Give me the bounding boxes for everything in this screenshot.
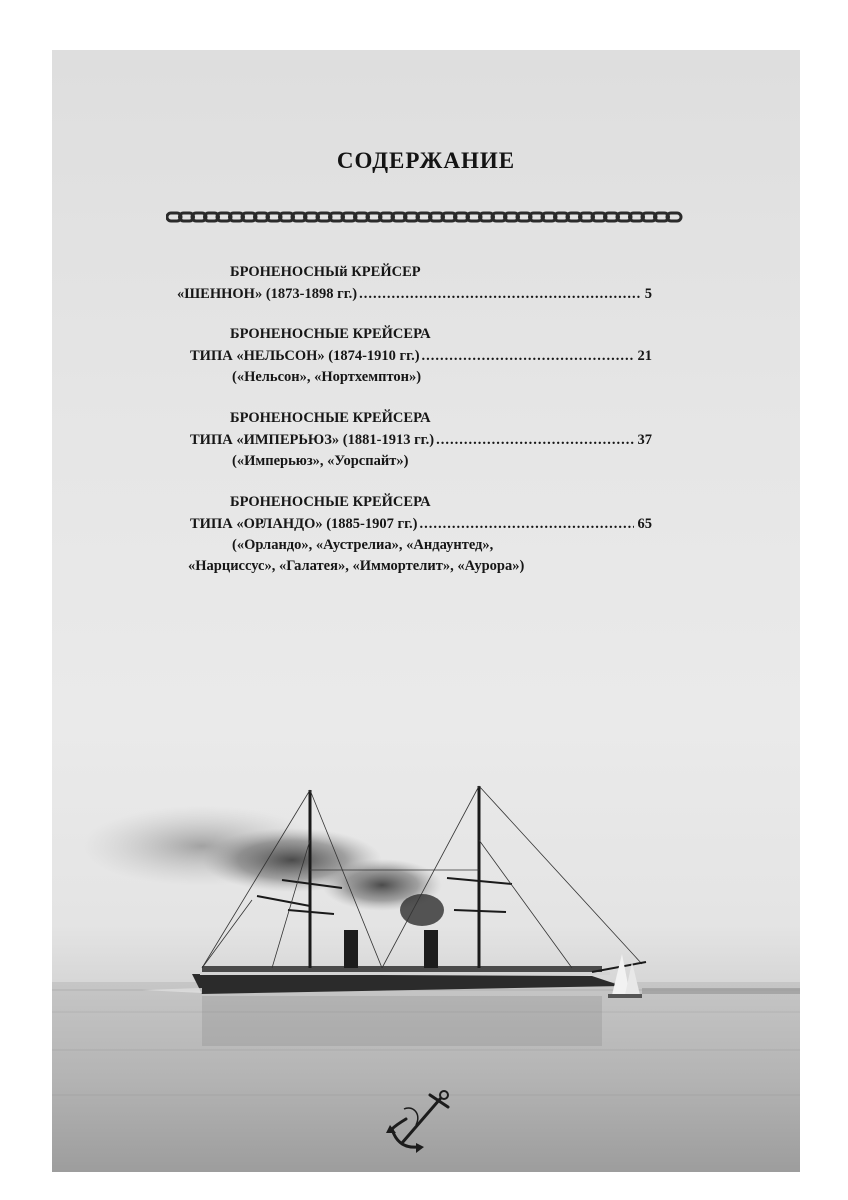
toc-ship-list: («Имперьюз», «Уорспайт»)	[232, 453, 409, 469]
toc-entry-row[interactable]	[190, 516, 652, 533]
chain-divider-icon	[166, 210, 690, 224]
toc-page-number: 5	[644, 286, 652, 302]
toc-entry-heading: БРОНЕНОСНЫй КРЕЙСЕР	[230, 264, 421, 280]
toc-entry-heading: БРОНЕНОСНЫЕ КРЕЙСЕРА	[230, 494, 431, 510]
toc-ship-list: «Нарциссус», «Галатея», «Иммортелит», «Аурора»)	[188, 558, 525, 574]
toc-entry-title: ТИПА «НЕЛЬСОН» (1874-1910 гг.)	[190, 348, 420, 364]
toc-entry-heading: БРОНЕНОСНЫЕ КРЕЙСЕРА	[230, 326, 431, 342]
toc-entry-row[interactable]	[190, 432, 652, 449]
anchor-emblem-icon	[382, 1085, 462, 1155]
dot-leader	[436, 432, 633, 449]
dot-leader	[422, 348, 634, 365]
toc-entry-title: ТИПА «ИМПЕРЬЮЗ» (1881-1913 гг.)	[190, 432, 435, 448]
toc-entry-title: ТИПА «ОРЛАНДО» (1885-1907 гг.)	[190, 516, 418, 532]
toc-entry-row[interactable]	[177, 286, 652, 303]
toc-entry-row[interactable]	[190, 348, 652, 365]
toc-ship-list: («Нельсон», «Нортхемптон»)	[232, 369, 422, 385]
toc-ship-list: («Орландо», «Аустрелиа», «Андаунтед»,	[232, 537, 494, 553]
toc-entry-title: «ШЕННОН» (1873-1898 гг.)	[177, 286, 358, 302]
toc-page-number: 65	[637, 516, 652, 532]
toc-page-number: 21	[637, 348, 652, 364]
toc-page-number: 37	[637, 432, 652, 448]
toc-entry-heading: БРОНЕНОСНЫЕ КРЕЙСЕРА	[230, 410, 431, 426]
book-page	[52, 50, 800, 1172]
dot-leader	[420, 516, 634, 533]
page-title: СОДЕРЖАНИЕ	[336, 148, 516, 173]
dot-leader	[359, 286, 641, 303]
